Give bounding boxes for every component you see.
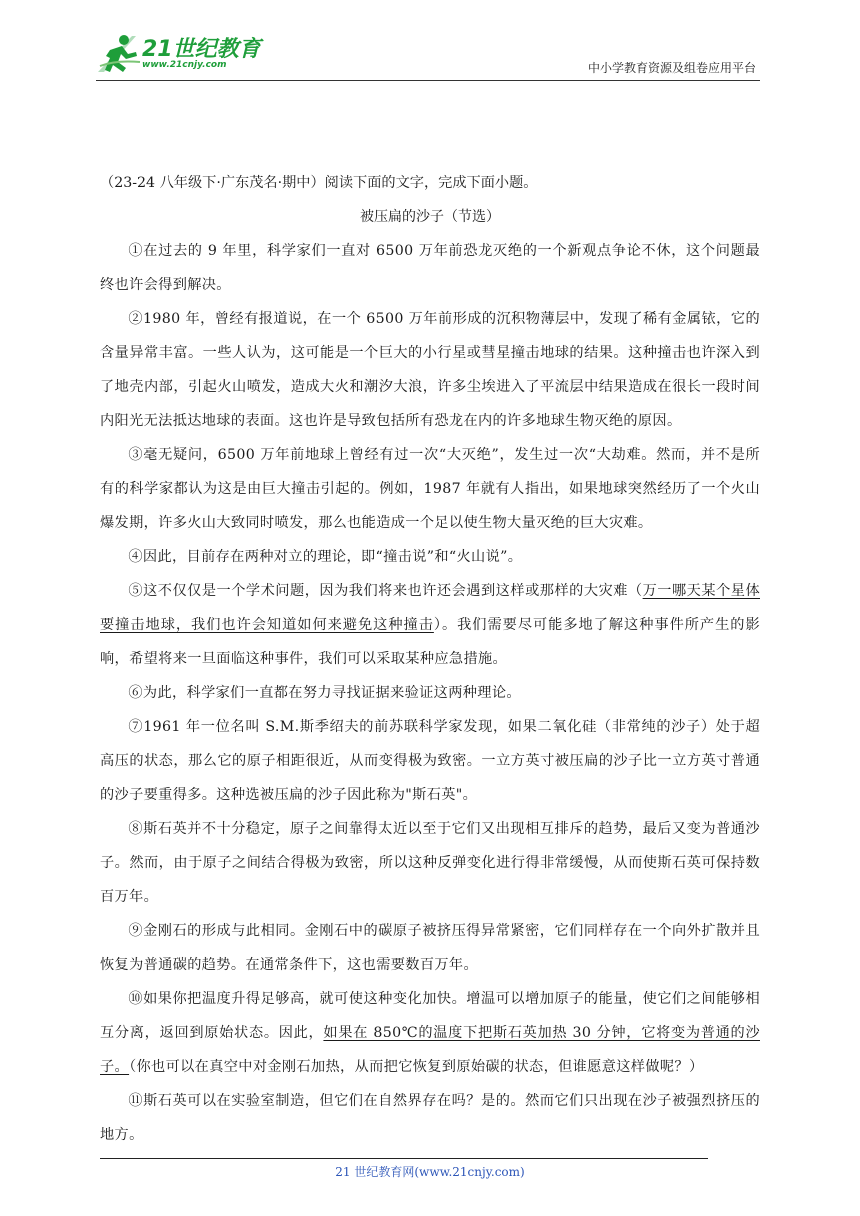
platform-name: 中小学教育资源及组卷应用平台 [587,61,756,75]
paragraph-5 [100,574,760,676]
paragraph-6: ⑥为此，科学家们一直都在努力寻找证据来验证这两种理论。 [128,685,521,701]
paragraph-8: ⑧斯石英并不十分稳定，原子之间靠得太近以至于它们又出现相互排斥的趋势，最后又变为普通沙子。然而，由于原子之间结合得极为致密，所以这种反弹变化进行得非常缓慢，从而使斯石英可保持数百万年。 [100,821,760,905]
paragraph-10 [100,982,760,1084]
paragraph-11: ⑪斯石英可以在实验室制造，但它们在自然界存在吗？是的。然而它们只出现在沙子被强烈挤压的地方。 [100,1093,760,1143]
paragraph-10-text-before: ⑩如果你把温度升得足够高，就可使这种变化加快。增温可以增加原子的能量，使它们之间能够相互分离，返回到原始状态。因此， [100,991,760,1041]
question-intro: （23-24 八年级下·广东茂名·期中）阅读下面的文字，完成下面小题。 [100,175,538,191]
logo-url: www.21cnjy.com [142,60,227,70]
paragraph-3: ③毫无疑问，6500 万年前地球上曾经有过一次“大灭绝”，发生过一次“大劫难。然而，并不是所有的科学家都认为这是由巨大撞击引起的。例如，1987 年就有人指出，如果地球突然经历了一个火山爆发期，许多火山大致同时喷发，那么也能造成一个足以使生物大量灭绝的巨大灾难。 [100,447,760,531]
article-title: 被压扁的沙子（节选） [360,209,500,225]
paragraph-4: ④因此，目前存在两种对立的理论，即“撞击说”和“火山说”。 [128,549,523,565]
paragraph-5-text-after: ）。我们需要尽可能多地了解这种事件所产生的影响，希望将来一旦面临这种事件，我们可以采取某种应急措施。 [100,617,761,667]
document-body [100,172,760,1152]
paragraph-9: ⑨金刚石的形成与此相同。金刚石中的碳原子被挤压得异常紧密，它们同样存在一个向外扩散并且恢复为普通碳的趋势。在通常条件下，这也需要数百万年。 [100,923,760,973]
paragraph-1: ①在过去的 9 年里，科学家们一直对 6500 万年前恐龙灭绝的一个新观点争论不休，这个问题最终也许会得到解决。 [100,243,760,293]
footer-divider [100,1158,708,1159]
page-header [96,30,760,81]
paragraph-7: ⑦1961 年一位名叫 S.M.斯季绍夫的前苏联科学家发现，如果二氧化硅（非常纯的沙子）处于超高压的状态，那么它的原子相距很近，从而变得极为致密。一立方英寸被压扁的沙子比一立方英寸普通的沙子要重得多。这种选被压扁的沙子因此称为"斯石英"。 [100,719,760,803]
footer-link[interactable]: 21 世纪教育网(www.21cnjy.com) [335,1165,525,1179]
logo-text: 21世纪教育 [142,37,261,62]
paragraph-2: ②1980 年，曾经有报道说，在一个 6500 万年前形成的沉积物薄层中，发现了稀有金属铱，它的含量异常丰富。一些人认为，这可能是一个巨大的小行星或彗星撞击地球的结果。这种撞击也许深入到了地壳内部，引起火山喷发，造成大火和潮汐大浪，许多尘埃进入了平流层中结果造成在很长一段时间内阳光无法抵达地球的表面。这也许是导致包括所有恐龙在内的许多地球生物灭绝的原因。 [100,311,760,429]
site-logo[interactable] [96,32,266,76]
paragraph-10-text-after: （你也可以在真空中对金刚石加热，从而把它恢复到原始碳的状态，但谁愿意这样做呢？） [129,1059,704,1075]
runner-logo-icon [96,32,142,76]
paragraph-5-underlined-sentence: 万一哪天某个星体要撞击地球，我们也许会知道如何来避免这种撞击 [100,583,760,633]
paragraph-5-text-before: ⑤这不仅仅是一个学术问题，因为我们将来也许还会遇到这样或那样的大灾难（ [128,583,643,599]
paragraph-10-underlined-sentence: 如果在 850℃的温度下把斯石英加热 30 分钟，它将变为普通的沙子。 [100,1025,760,1075]
